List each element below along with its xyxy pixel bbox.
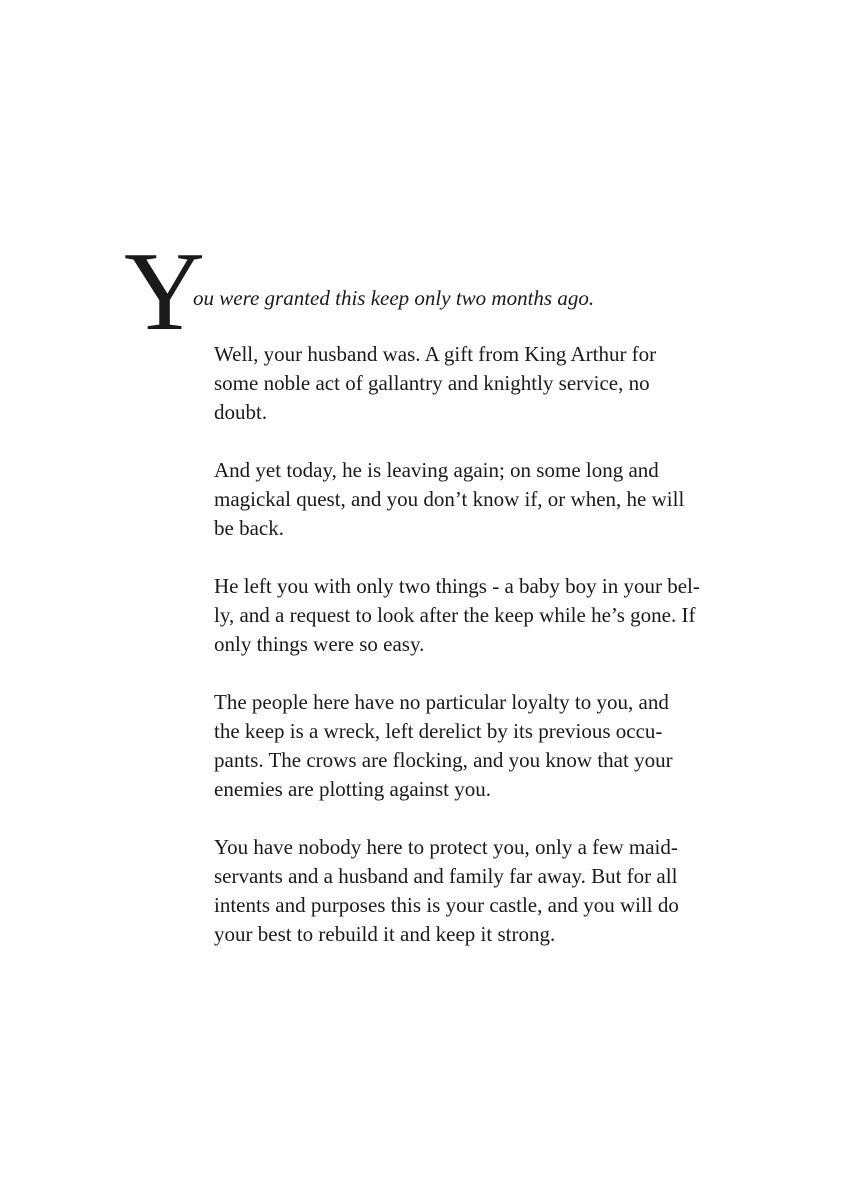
text-line: only things were so easy. (214, 632, 425, 656)
text-line: enemies are plotting against you. (214, 777, 492, 801)
text-line: You have nobody here to protect you, only a few maid- (214, 835, 678, 859)
paragraph (214, 572, 734, 659)
text-line: some noble act of gallantry and knightly service, no (214, 371, 650, 395)
text-line: magickal quest, and you don’t know if, or when, he will (214, 487, 685, 511)
opening-line: ou were granted this keep only two months ago. (193, 286, 595, 310)
paragraph (214, 833, 734, 949)
drop-cap: Y (124, 230, 203, 354)
text-line: pants. The crows are flocking, and you know that your (214, 748, 673, 772)
text-line: ly, and a request to look after the keep while he’s gone. If (214, 603, 696, 627)
body-text (214, 340, 734, 978)
paragraph (214, 340, 734, 427)
text-line: doubt. (214, 400, 268, 424)
text-line: Well, your husband was. A gift from King Arthur for (214, 342, 657, 366)
paragraph (214, 456, 734, 543)
text-line: He left you with only two things - a baby boy in your bel- (214, 574, 700, 598)
text-line: be back. (214, 516, 284, 540)
paragraph (214, 688, 734, 804)
text-line: the keep is a wreck, left derelict by its previous occu- (214, 719, 663, 743)
text-line: The people here have no particular loyalty to you, and (214, 690, 669, 714)
text-line: your best to rebuild it and keep it strong. (214, 922, 556, 946)
text-line: intents and purposes this is your castle, and you will do (214, 893, 679, 917)
text-line: servants and a husband and family far away. But for all (214, 864, 678, 888)
text-line: And yet today, he is leaving again; on some long and (214, 458, 659, 482)
